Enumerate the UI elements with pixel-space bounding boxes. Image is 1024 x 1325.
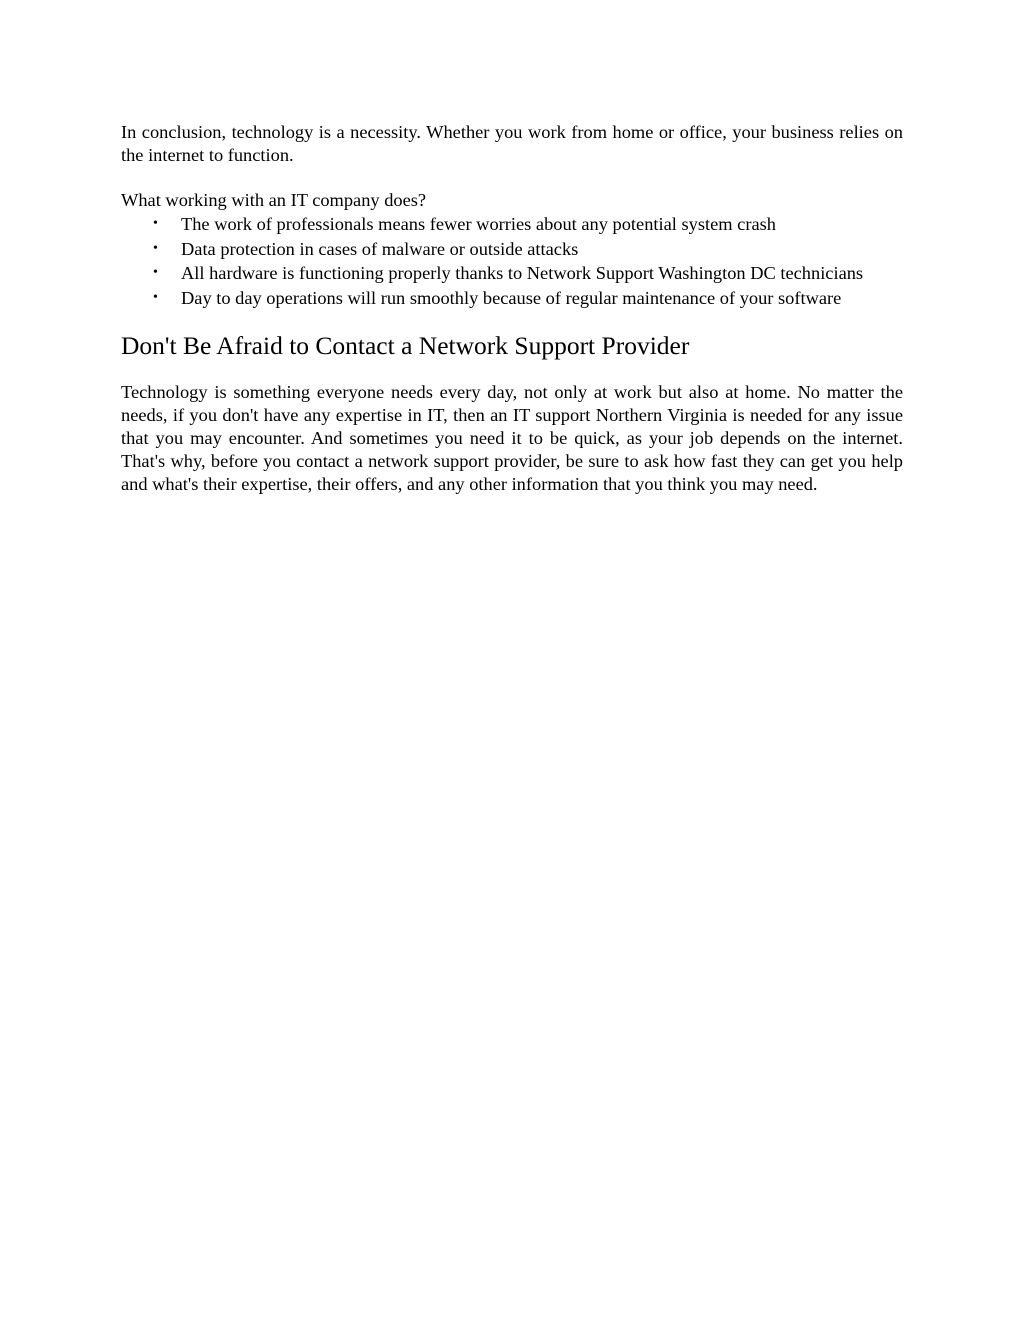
list-item — [121, 286, 903, 311]
list-item — [121, 237, 903, 262]
list-lead-text: What working with an IT company does? — [121, 190, 427, 210]
intro-paragraph: In conclusion, technology is a necessity. Whether you work from home or office, your business relies on the internet to function. — [121, 122, 903, 165]
benefits-list — [121, 212, 903, 310]
closing-paragraph: Technology is something everyone needs every day, not only at work but also at home. No matter the needs, if you don't have any expertise in IT, then an IT support Northern Virginia is needed for any issue that you may encounter. And sometimes you need it to be quick, as your job depends on the internet. That's why, before you contact a network support provider, be sure to ask how fast they can get you help and what's their expertise, their offers, and any other information that you think you may need. — [121, 382, 903, 494]
section-heading: Don't Be Afraid to Contact a Network Support Provider — [121, 331, 690, 360]
document-page — [121, 121, 903, 496]
list-item-text: Day to day operations will run smoothly because of regular maintenance of your software — [181, 287, 842, 308]
list-item — [121, 261, 903, 286]
bullet-icon: • — [153, 216, 158, 231]
bullet-icon: • — [153, 265, 158, 280]
bullet-icon: • — [153, 289, 158, 305]
list-item — [121, 212, 903, 237]
bullet-icon: • — [153, 240, 158, 256]
list-item-text: All hardware is functioning properly thanks to Network Support Washington DC technicians — [181, 263, 864, 283]
list-item-text: The work of professionals means fewer worries about any potential system crash — [181, 214, 776, 234]
list-item-text: Data protection in cases of malware or outside attacks — [181, 238, 579, 259]
